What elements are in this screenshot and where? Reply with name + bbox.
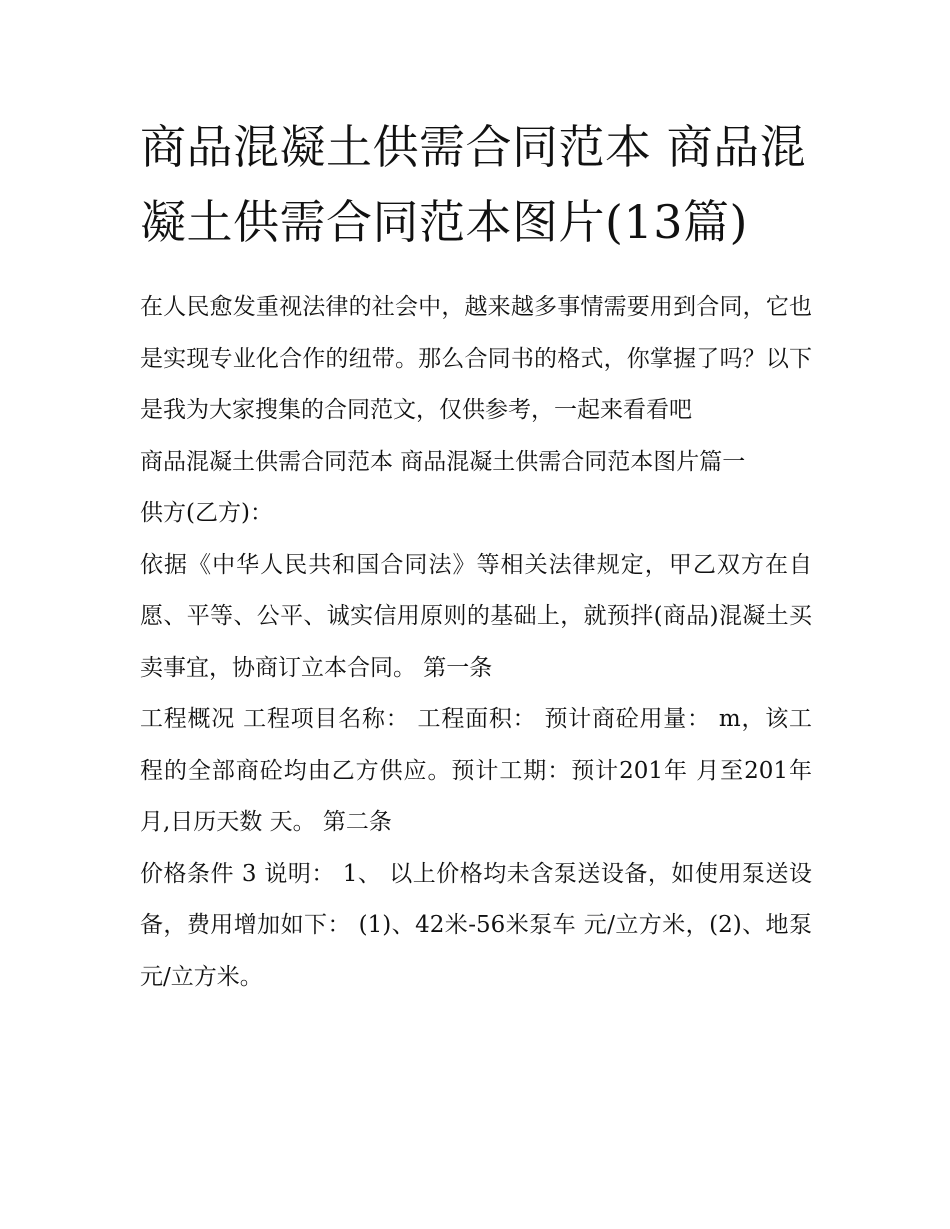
document-body: [140, 282, 812, 1003]
legal-basis-paragraph: 依据《中华人民共和国合同法》等相关法律规定，甲乙双方在自愿、平等、公平、诚实信用原则的基础上，就预拌(商品)混凝土买卖事宜，协商订立本合同。 第一条: [140, 551, 812, 681]
document-page: [140, 110, 812, 1003]
price-terms-paragraph: 价格条件 3 说明： 1、 以上价格均未含泵送设备，如使用泵送设备，费用增加如下： (1)、42米-56米泵车 元/立方米，(2)、地泵 元/立方米。: [140, 860, 812, 990]
document-title: 商品混凝土供需合同范本 商品混凝土供需合同范本图片(13篇): [140, 120, 807, 249]
section-heading: 商品混凝土供需合同范本 商品混凝土供需合同范本图片篇一: [140, 448, 746, 475]
project-overview-paragraph: 工程概况 工程项目名称： 工程面积： 预计商砼用量： m，该工程的全部商砼均由乙方供应。预计工期：预计201年 月至201年 月,日历天数 天。 第二条: [140, 706, 812, 835]
intro-paragraph: 在人民愈发重视法律的社会中，越来越多事情需要用到合同，它也是实现专业化合作的纽带。那么合同书的格式，你掌握了吗？以下是我为大家搜集的合同范文，仅供参考，一起来看看吧: [140, 294, 812, 423]
supplier-line: 供方(乙方)：: [140, 500, 273, 526]
